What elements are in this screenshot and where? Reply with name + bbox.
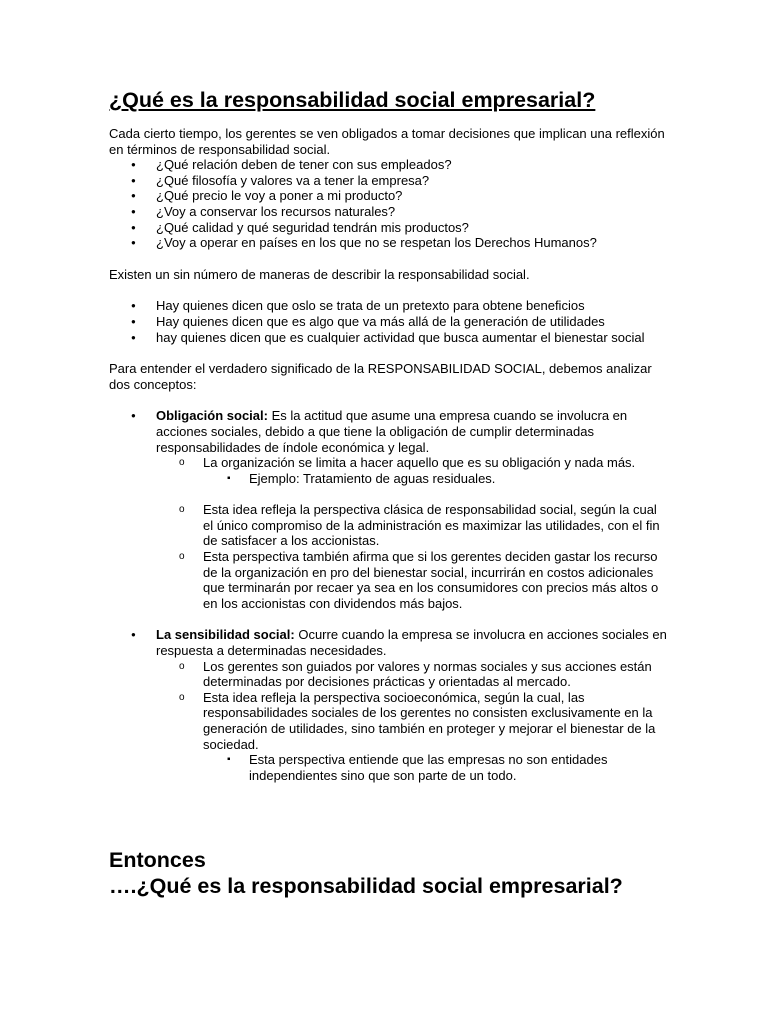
concept-points bbox=[156, 455, 669, 611]
list-item: ▪ Esta perspectiva entiende que las empresas no son entidades independientes sino que son parte de un todo. bbox=[203, 752, 669, 783]
concepts-list bbox=[109, 408, 669, 783]
list-item: ● hay quienes dicen que es cualquier actividad que busca aumentar el bienestar social bbox=[109, 330, 669, 346]
list-item: ● ¿Voy a conservar los recursos naturales? bbox=[109, 204, 669, 220]
concept-points bbox=[156, 659, 669, 784]
concepts-intro-paragraph: Para entender el verdadero significado de la RESPONSABILIDAD SOCIAL, debemos analizar dos conceptos: bbox=[109, 361, 652, 392]
list-item: o Los gerentes son guiados por valores y normas sociales y sus acciones están determinadas por decisiones prácticas y orientadas al mercado. bbox=[156, 659, 669, 690]
sub-list bbox=[203, 752, 669, 783]
document-body bbox=[109, 126, 669, 783]
point-text: La organización se limita a hacer aquello que es su obligación y nada más. bbox=[203, 455, 636, 471]
questions-list bbox=[109, 157, 669, 251]
list-item: ▪ Ejemplo: Tratamiento de aguas residuales. bbox=[203, 471, 669, 487]
list-item: ● ¿Qué calidad y qué seguridad tendrán mis productos? bbox=[109, 220, 669, 236]
list-item: o Esta perspectiva también afirma que si los gerentes deciden gastar los recurso de la organización en pro del bienestar social, incurrirán en costos adicionales que terminarán por recaer ya sea en los consumidores con precios más altos o en los accionistas con dividendos más bajos. bbox=[156, 549, 669, 611]
list-item: ● Hay quienes dicen que es algo que va más allá de la generación de utilidades bbox=[109, 314, 669, 330]
closing-line-1: Entonces bbox=[109, 848, 206, 872]
list-item bbox=[156, 690, 669, 784]
list-item: ● ¿Qué filosofía y valores va a tener la empresa? bbox=[109, 173, 669, 189]
concept-definition: Es la actitud que asume una empresa cuando se involucra en acciones sociales, debido a que tiene la obligación de cumplir determinadas responsabilidades de índole económica y legal. bbox=[156, 408, 628, 455]
closing-line-2: ….¿Qué es la responsabilidad social empresarial? bbox=[109, 874, 623, 898]
list-item: ● ¿Qué precio le voy a poner a mi producto? bbox=[109, 188, 669, 204]
point-text: Esta idea refleja la perspectiva socioeconómica, según la cual, las responsabilidades sociales de los gerentes no consisten exclusivamente en la generación de utilidades, sino también en proteger y mejorar el bienestar de la sociedad. bbox=[203, 689, 656, 752]
list-item: o Esta idea refleja la perspectiva clásica de responsabilidad social, según la cual el único compromiso de la administración es maximizar las utilidades, con el fin de satisfacer a los accionistas. bbox=[156, 502, 669, 549]
concept-definition: Ocurre cuando la empresa se involucra en acciones sociales en respuesta a determinadas necesidades. bbox=[156, 627, 667, 659]
concept-term: Obligación social: bbox=[156, 408, 268, 424]
concept-term: La sensibilidad social: bbox=[156, 627, 295, 643]
ways-list bbox=[109, 298, 669, 345]
concept-item bbox=[109, 408, 669, 627]
example-list bbox=[203, 471, 669, 487]
intro-paragraph: Cada cierto tiempo, los gerentes se ven obligados a tomar decisiones que implican una reflexión en términos de responsabilidad social. bbox=[109, 126, 665, 157]
concept-item bbox=[109, 627, 669, 783]
list-item: ● ¿Voy a operar en países en los que no se respetan los Derechos Humanos? bbox=[109, 235, 669, 251]
list-item: ● Hay quienes dicen que oslo se trata de un pretexto para obtene beneficios bbox=[109, 298, 669, 314]
list-item: ● ¿Qué relación deben de tener con sus empleados? bbox=[109, 157, 669, 173]
ways-intro-paragraph: Existen un sin número de maneras de describir la responsabilidad social. bbox=[109, 266, 530, 282]
list-item bbox=[156, 455, 669, 502]
page-title: ¿Qué es la responsabilidad social empresarial? bbox=[109, 88, 596, 112]
closing-heading bbox=[109, 847, 629, 899]
